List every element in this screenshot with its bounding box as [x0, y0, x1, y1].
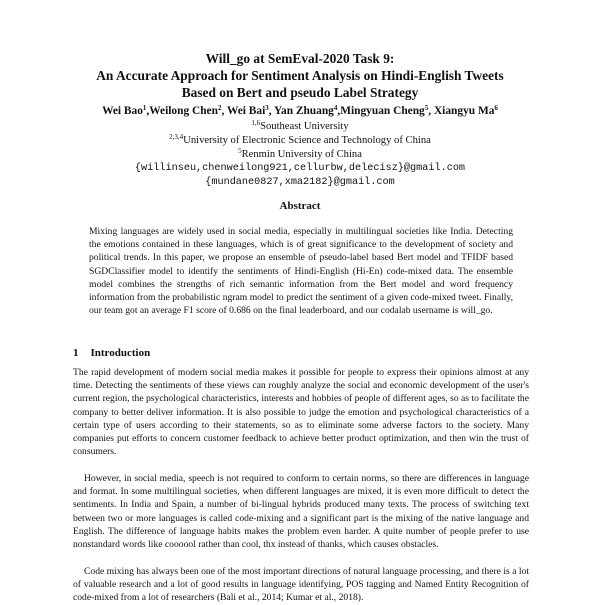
author-sup: 5 [424, 104, 429, 112]
affiliation-sup: 5 [238, 147, 242, 155]
affiliation-sup: 1,6 [251, 119, 261, 127]
affiliation [60, 148, 540, 162]
paper-title-line-3: Based on Bert and pseudo Label Strategy [181, 85, 419, 100]
abstract-heading: Abstract [279, 200, 321, 212]
section-number: 1 [73, 347, 79, 359]
section-title: Introduction [90, 347, 151, 359]
author-name: Wei Bai [226, 105, 266, 117]
body-paragraph: The rapid development of modern social media makes it possible for people to express their opinions almost at any time. Detecting the sentiments of these views can roughly analyze the social and economic development of the user's current region, the psychological characteristics, interests and hobbies of people of different ages, so as to facilitate the company to better deliver information. It is also possible to judge the emotion and psychological characteristics of a certain type of users according to their statements, so as to eliminate some adverse factors to the society. Many companies put efforts to concern customer feedback to achieve better product optimization, and then win the trust of consumers. [73, 367, 529, 458]
email-line: {mundane0827,xma2182}@gmail.com [205, 177, 395, 188]
email-line: {willinseu,chenweilong921,cellurbw,delecisz}@gmail.com [134, 163, 466, 174]
affiliation-text: University of Electronic Science and Technology of China [183, 135, 431, 146]
author-sup: 3 [265, 104, 269, 112]
author-sup: 2 [217, 104, 222, 112]
affiliation [60, 120, 540, 134]
section-heading [73, 346, 150, 360]
author-name: Xiangyu Ma [433, 105, 495, 117]
affiliation-text: Southeast University [260, 121, 349, 132]
author-name: Wei Bao [102, 105, 143, 117]
author-name: Weilong Chen [149, 105, 218, 117]
body-paragraph: However, in social media, speech is not required to conform to certain norms, so there are differences in language and format. In some multilingual societies, when different languages are mixed, it is even more difficult to detect the sentiments. In India and Spain, a number of bi-lingual hybrids produced many texts. The process of switching text between two or more languages is called code-mixing and a significant part is the mixing of the native language and English. The difference of language habits makes the problem even harder. A quite number of people prefer to use nonstandard words like coooool rather than cool, thx instead of thanks, which causes obstacles. [73, 473, 529, 551]
author-name: Mingyuan Cheng [340, 105, 425, 117]
author-list: Wei Bao$^1$,Weilong Chen$^2$, Wei Bai$^3$, Yan Zhuang$^4$,Mingyuan Cheng$^5$, Xiangyu Ma$^6$ [102, 104, 498, 117]
paper-title-line-1: Will_go at SemEval-2020 Task 9: [205, 51, 395, 66]
paper-title-line-2: An Accurate Approach for Sentiment Analysis on Hindi-English Tweets [96, 68, 504, 83]
author-sup: 1 [142, 104, 147, 112]
author-name: Yan Zhuang [274, 105, 334, 117]
affiliation [60, 134, 540, 148]
author-sup: 4 [333, 104, 338, 112]
author-sup: 6 [494, 104, 498, 112]
affiliation-text: Renmin University of China [241, 149, 362, 160]
body-paragraph: Code mixing has always been one of the most important directions of natural language processing, and there is a lot of valuable research and a lot of good results in language identifying, POS tagging and Named Entity Recognition of code-mixed from a lot of researchers (Bali et al., 2014; Kumar et al., 2018). [73, 566, 529, 604]
affiliation-sup: 2,3,4 [169, 133, 184, 141]
abstract-text: Mixing languages are widely used in social media, especially in multilingual societies like India. Detecting the emotions contained in these languages, which is of great significance to the development of society and political trends. In this paper, we propose an ensemble of pseudo-label based Bert model and TFIDF based SGDClassifier model to identify the sentiments of Hindi-English (Hi-En) code-mixed data. The ensemble model combines the strengths of rich semantic information from the Bert model and word frequency information from the probabilistic ngram model to predict the sentiment of a given code-mixed tweet. Finally, our team got an average F1 score of 0.686 on the final leaderboard, and our codalab username is will_go. [89, 226, 513, 317]
